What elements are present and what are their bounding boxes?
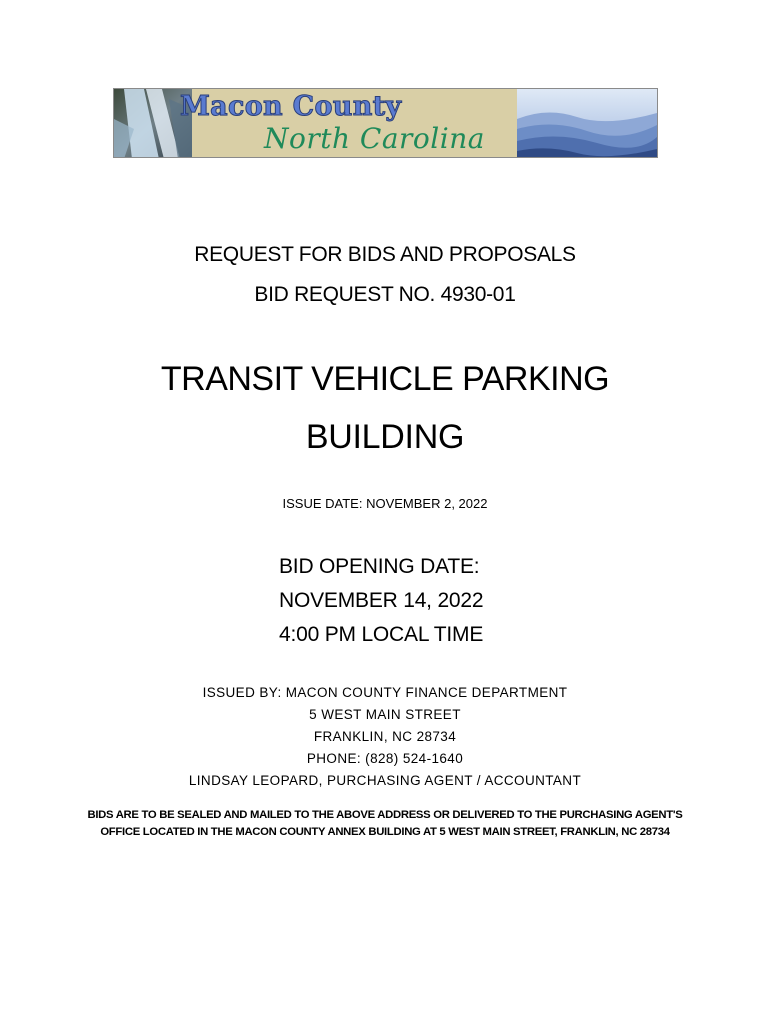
request-heading: REQUEST FOR BIDS AND PROPOSALS: [194, 243, 576, 266]
bid-request-number: BID REQUEST NO. 4930-01: [254, 283, 516, 306]
issuer-block: [0, 684, 770, 794]
project-title-line2: BUILDING: [305, 418, 465, 456]
notice-line1: BIDS ARE TO BE SEALED AND MAILED TO THE ABOVE ADDRESS OR DELIVERED TO THE PURCHASING AGENT'S: [87, 809, 683, 821]
issue-date: ISSUE DATE: NOVEMBER 2, 2022: [282, 496, 488, 511]
issuer-city: FRANKLIN, NC 28734: [313, 729, 457, 744]
bid-opening-block: [279, 555, 483, 657]
logo-title: Macon County: [180, 91, 402, 122]
issuer-contact: LINDSAY LEOPARD, PURCHASING AGENT / ACCOUNTANT: [188, 773, 582, 788]
logo-subtitle: North Carolina: [264, 122, 485, 155]
issuer-street: 5 WEST MAIN STREET: [309, 707, 461, 722]
submission-notice: [0, 808, 770, 842]
mountains-image: [517, 89, 657, 158]
bid-opening-time: 4:00 PM LOCAL TIME: [279, 623, 484, 646]
macon-county-logo-banner: [113, 88, 658, 158]
issued-by: ISSUED BY: MACON COUNTY FINANCE DEPARTMENT: [202, 685, 568, 700]
bid-opening-label: BID OPENING DATE:: [279, 555, 480, 578]
notice-line2: OFFICE LOCATED IN THE MACON COUNTY ANNEX BUILDING AT 5 WEST MAIN STREET, FRANKLIN, NC 28734: [100, 826, 670, 838]
project-title-line1: TRANSIT VEHICLE PARKING: [160, 360, 610, 398]
bid-opening-date: NOVEMBER 14, 2022: [279, 589, 484, 612]
issuer-phone: PHONE: (828) 524-1640: [306, 751, 464, 766]
